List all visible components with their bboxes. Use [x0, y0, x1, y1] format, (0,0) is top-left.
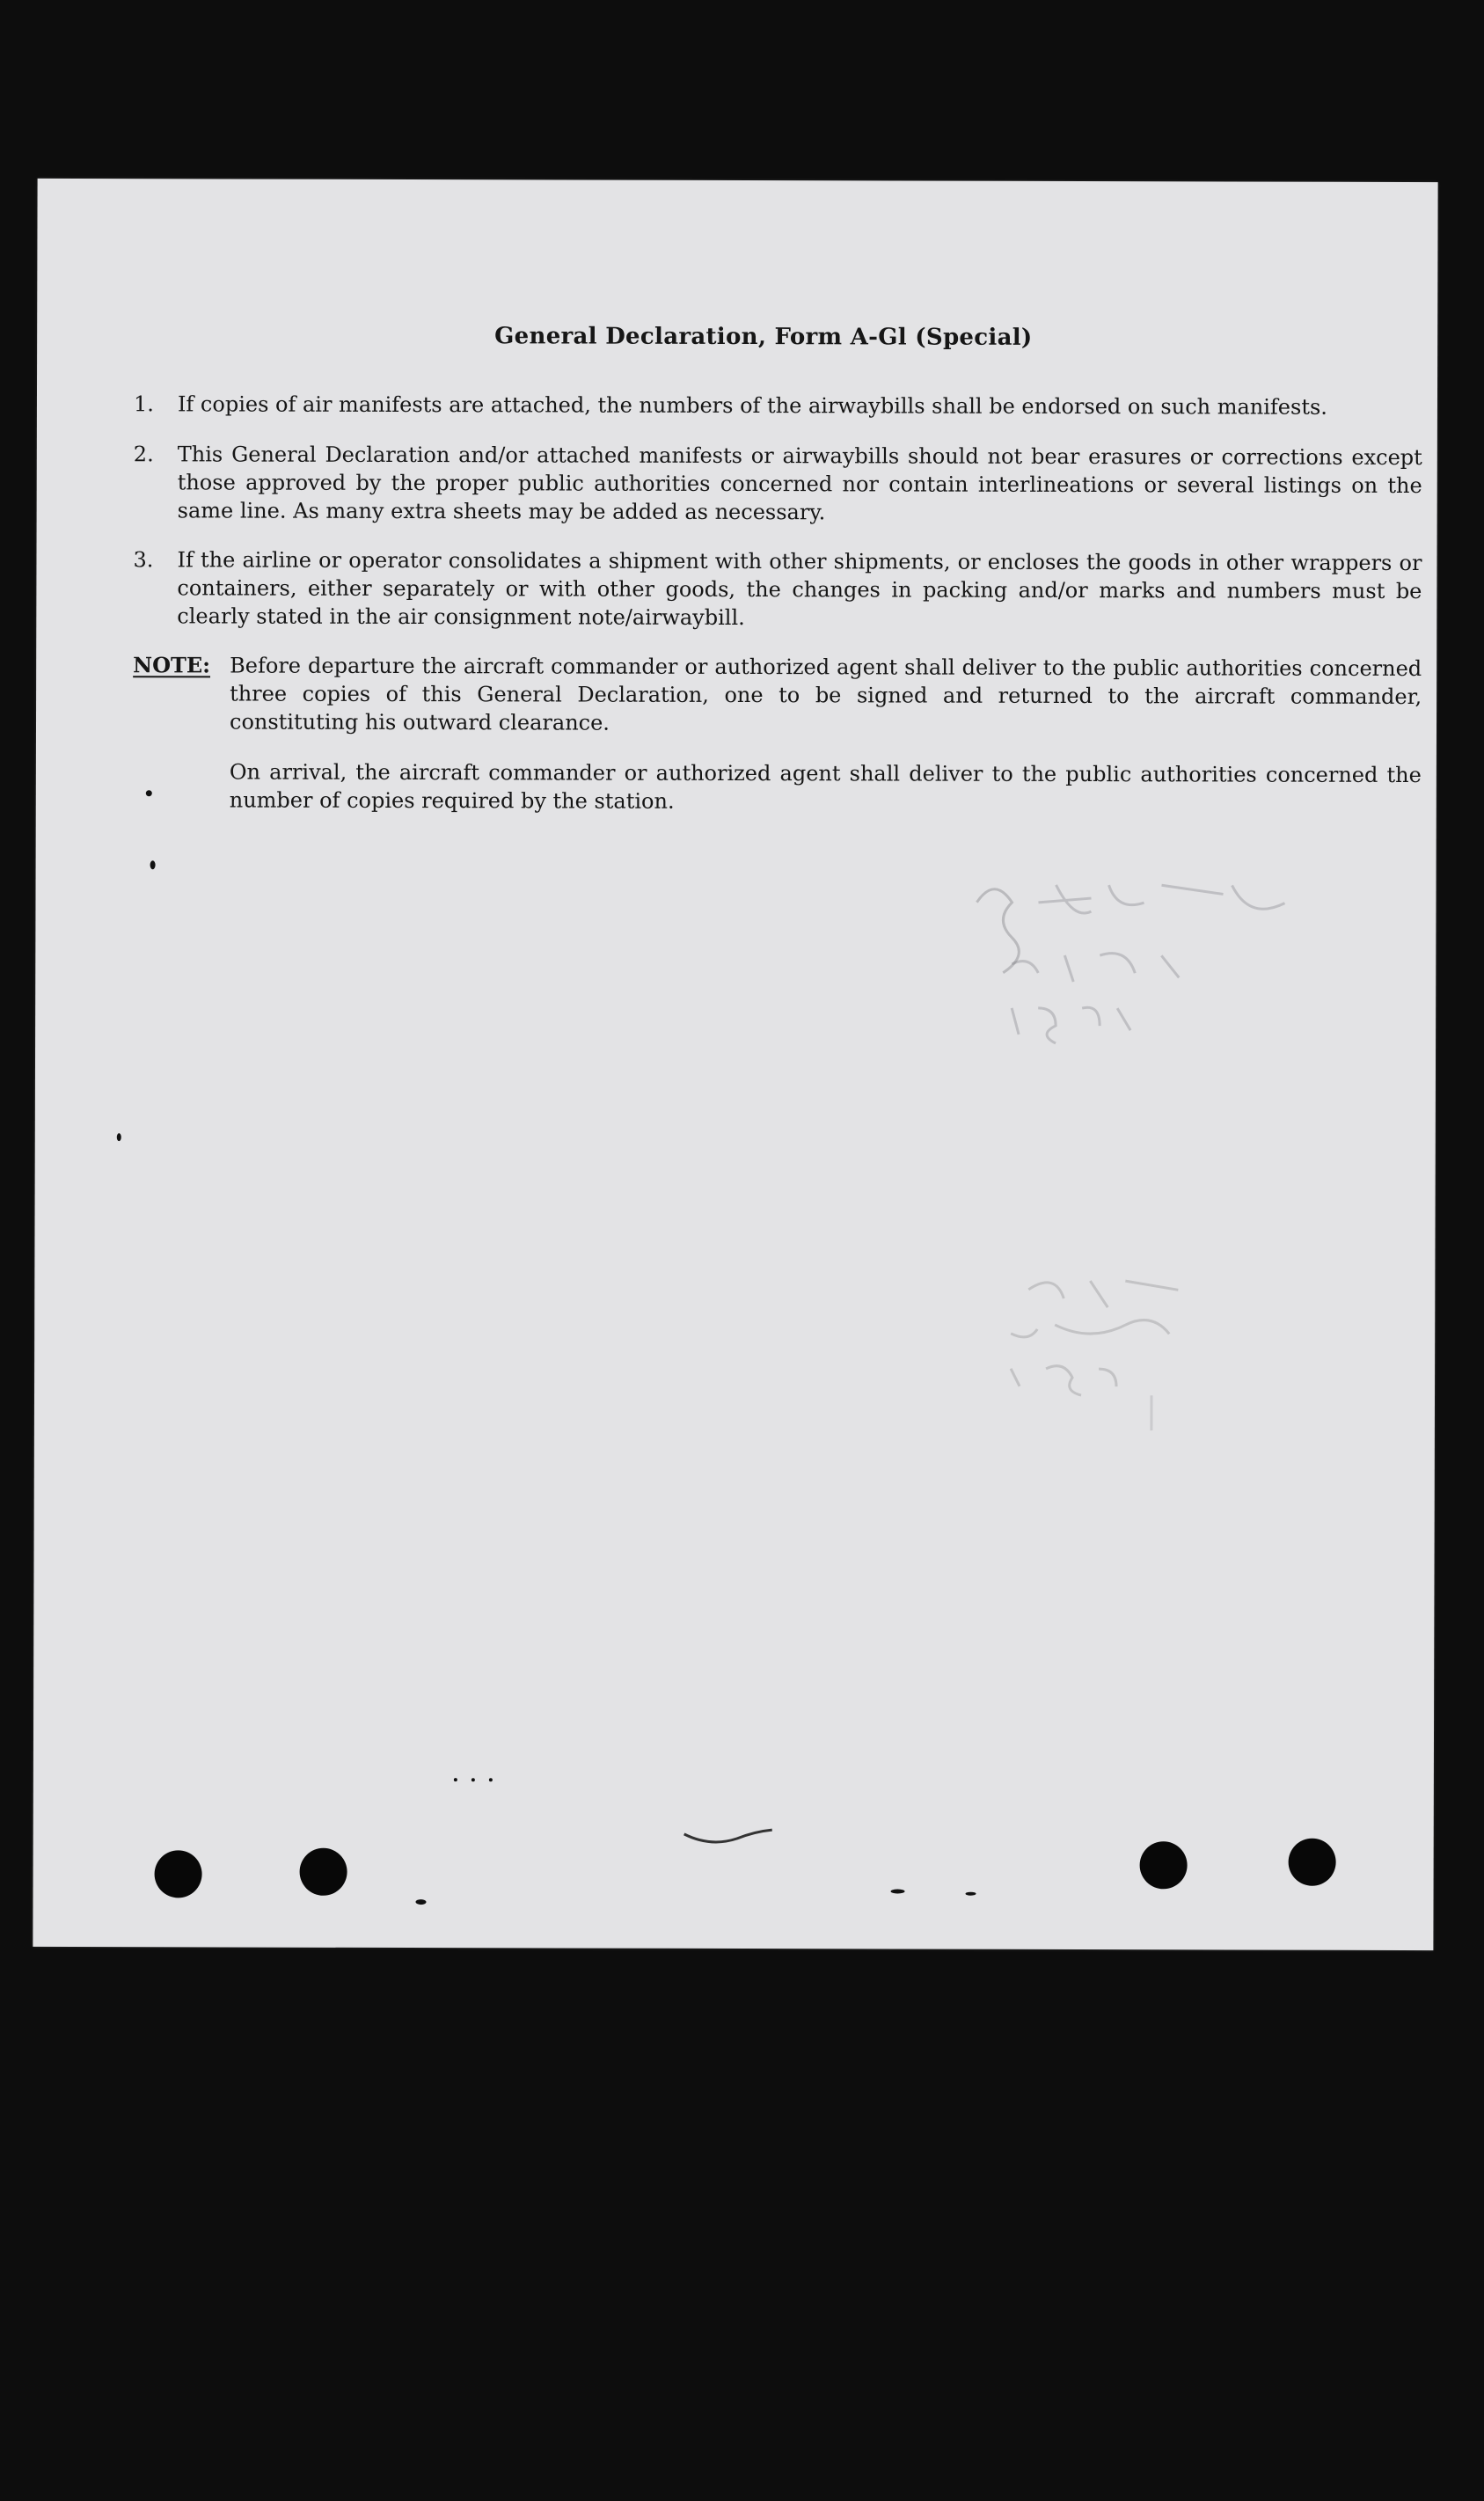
speck-mark: [150, 860, 156, 869]
instruction-item: [133, 545, 1422, 637]
item-text: This General Declaration and/or attached manifests or airwaybills should not bear erasures or corrections except those approved by the proper public authorities concerned nor contain interlineations or several listings on the same line. As many extra sheets may be added as necessary.: [177, 442, 1422, 525]
document-sheet: [33, 179, 1437, 1950]
speck-mark: [415, 1899, 426, 1905]
speck-mark: [146, 790, 152, 796]
binder-hole: [155, 1850, 202, 1898]
note-block: [133, 651, 1422, 734]
instruction-item: [134, 440, 1422, 531]
note-text: Before departure the aircraft commander or authorized agent shall deliver to the public authorities concerned three copies of this General Declaration, one to be signed and returned to the aircraft commander, constituting his outward clearance.: [229, 653, 1422, 735]
arrival-note: [133, 757, 1422, 823]
form-title: General Declaration, Form A-Gl (Special): [494, 323, 1033, 351]
item-text: If the airline or operator consolidates a shipment with other shipments, or encloses the goods in other wrappers or containers, either separately or with other goods, the changes in packing and/or marks and numbers must be clearly stated in the air consignment note/airwaybill.: [177, 547, 1422, 631]
speck-mark: [891, 1889, 905, 1893]
item-number: 1.: [133, 391, 154, 417]
item-number: 2.: [133, 442, 154, 467]
binder-hole: [300, 1848, 347, 1896]
binder-hole: [1140, 1841, 1188, 1889]
arrival-text: On arrival, the aircraft commander or authorized agent shall deliver to the public authorities concerned the number of copies required by the station.: [229, 759, 1422, 814]
speck-mark: [966, 1892, 976, 1896]
item-text: If copies of air manifests are attached, the numbers of the airwaybills shall be endorsed on such manifests.: [177, 391, 1327, 420]
binder-hole: [1289, 1839, 1336, 1886]
speck-mark: [489, 1778, 493, 1781]
item-number: 3.: [133, 547, 154, 573]
speck-mark: [117, 1133, 121, 1141]
speck-mark: [454, 1778, 457, 1781]
ink-smudge-mark: [680, 1817, 786, 1852]
pencil-handwriting-mark: [958, 867, 1417, 1431]
instruction-item: [134, 390, 1422, 423]
speck-mark: [472, 1778, 475, 1781]
note-label: NOTE:: [133, 652, 211, 678]
